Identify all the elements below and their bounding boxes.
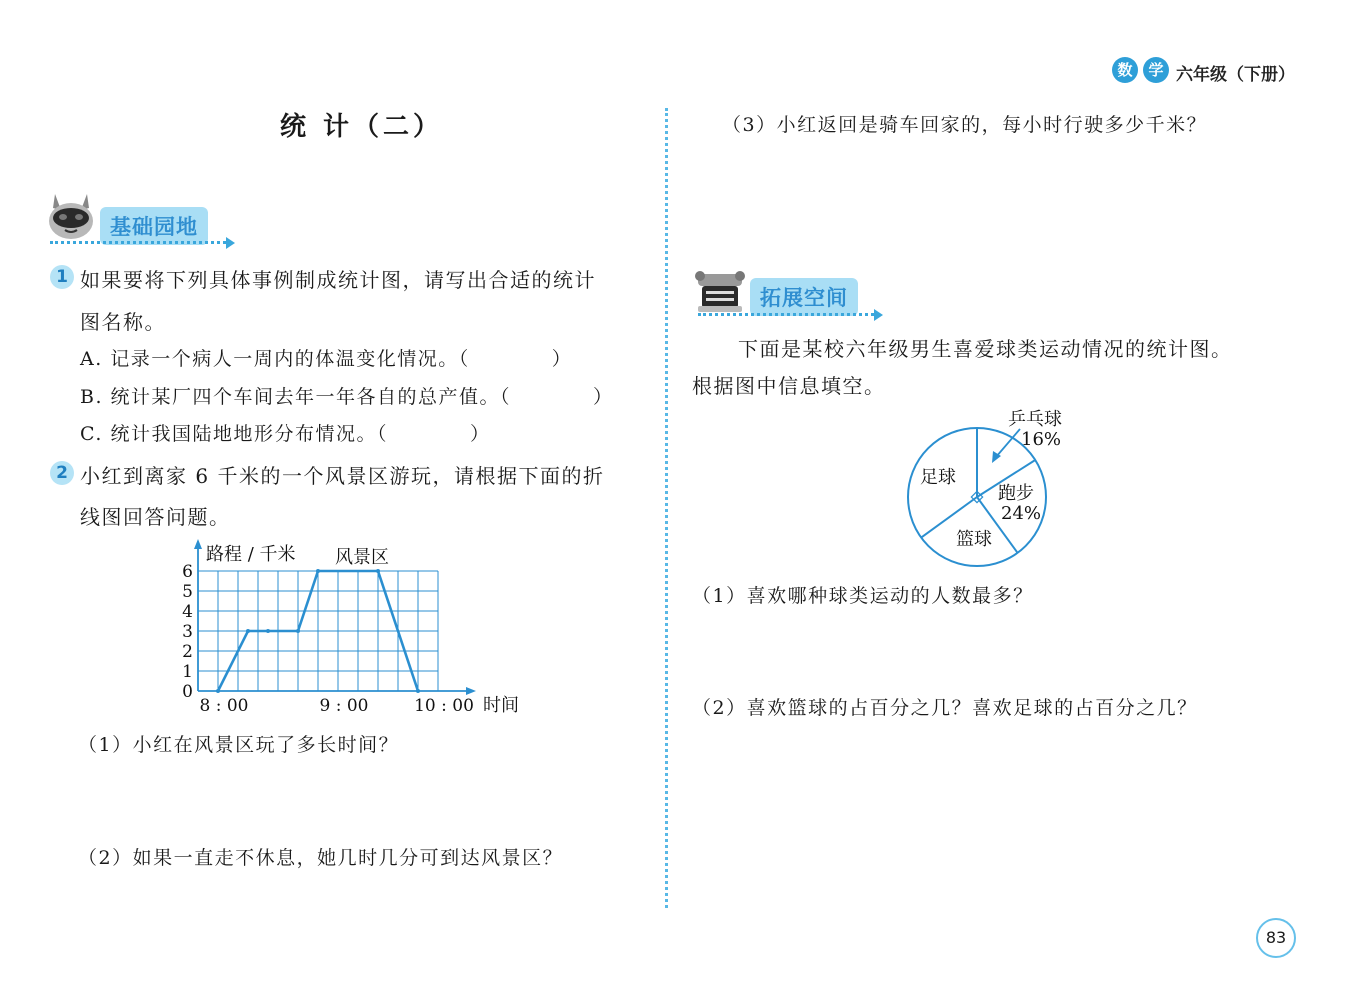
q1-item-c: C. 统计我国陆地地形分布情况。（ ） — [80, 423, 491, 445]
y-tick-label: 5 — [182, 582, 193, 602]
dotted-arrow-icon — [226, 237, 235, 249]
q1-text-line1: 如果要将下列具体事例制成统计图，请写出合适的统计 — [80, 268, 596, 292]
subject-badge-1: 数 — [1112, 57, 1138, 83]
q2-sub2: （2）如果一直走不休息，她几时几分可到达风景区？ — [78, 847, 564, 869]
y-tick-label: 0 — [182, 682, 193, 702]
data-point — [296, 629, 300, 633]
pie-label-basketball: 篮球 — [956, 529, 992, 550]
y-tick-label: 2 — [182, 642, 193, 662]
section-extend-title: 拓展空间 — [750, 278, 858, 316]
y-tick-label: 1 — [182, 662, 193, 682]
q1-item-a: A. 记录一个病人一周内的体温变化情况。（ ） — [80, 348, 573, 370]
q1-text-line2: 图名称。 — [80, 310, 166, 334]
question-number-1: 1 — [50, 265, 74, 289]
y-axis-label: 路程 / 千米 — [206, 544, 296, 565]
pie-label-running: 跑步 — [998, 483, 1034, 504]
y-axis-arrow — [194, 539, 202, 549]
q3-sub2: （2）喜欢篮球的占百分之几？喜欢足球的占百分之几？ — [692, 697, 1198, 719]
data-point — [246, 629, 250, 633]
grade-label: 六年级（下册） — [1176, 65, 1295, 85]
y-tick-label: 6 — [182, 562, 193, 582]
pie-value-pingpong: 16% — [1021, 429, 1062, 450]
subject-badge-2: 学 — [1143, 57, 1169, 83]
y-tick-label: 4 — [182, 602, 193, 622]
mascot-icon — [45, 188, 97, 244]
dotted-arrow-icon — [874, 309, 883, 321]
q2-text-line1: 小红到离家 6 千米的一个风景区游玩，请根据下面的折 — [80, 464, 605, 488]
robot-mascot-icon — [692, 268, 748, 316]
section-basic-divider — [50, 241, 226, 244]
data-point — [416, 689, 420, 693]
q2-text-line2: 线图回答问题。 — [80, 505, 231, 529]
x-tick-label: 10 : 00 — [414, 696, 474, 716]
q2-sub1: （1）小红在风景区玩了多长时间？ — [78, 734, 400, 756]
pie-chart — [890, 405, 1080, 575]
pie-label-football: 足球 — [920, 467, 956, 488]
line-chart — [170, 535, 550, 720]
q3-intro-line1: 下面是某校六年级男生喜爱球类运动情况的统计图。 — [738, 337, 1233, 361]
x-tick-label: 9 : 00 — [319, 696, 369, 716]
x-axis-label: 时间 — [483, 695, 519, 716]
pie-value-running: 24% — [1001, 503, 1042, 524]
data-point — [266, 629, 270, 633]
section-extend-divider — [698, 313, 874, 316]
data-point — [376, 569, 380, 573]
x-tick-label: 8 : 00 — [199, 696, 249, 716]
annotation-label: 风景区 — [335, 547, 389, 568]
q3-sub1: （1）喜欢哪种球类运动的人数最多？ — [692, 585, 1034, 607]
question-number-2: 2 — [50, 461, 74, 485]
page-divider — [665, 108, 668, 908]
page-number: 83 — [1256, 918, 1296, 958]
section-basic-title: 基础园地 — [100, 207, 208, 245]
data-point — [316, 569, 320, 573]
q3-intro-line2: 根据图中信息填空。 — [692, 374, 886, 398]
q2-sub3: （3）小红返回是骑车回家的，每小时行驶多少千米？ — [722, 114, 1208, 136]
x-axis-arrow — [466, 687, 476, 695]
y-tick-label: 3 — [182, 622, 193, 642]
page-title: 统 计（二） — [280, 112, 444, 142]
data-point — [216, 689, 220, 693]
pie-label-pingpong: 乒乓球 — [1008, 409, 1062, 430]
q1-item-b: B. 统计某厂四个车间去年一年各自的总产值。（ ） — [80, 386, 614, 408]
